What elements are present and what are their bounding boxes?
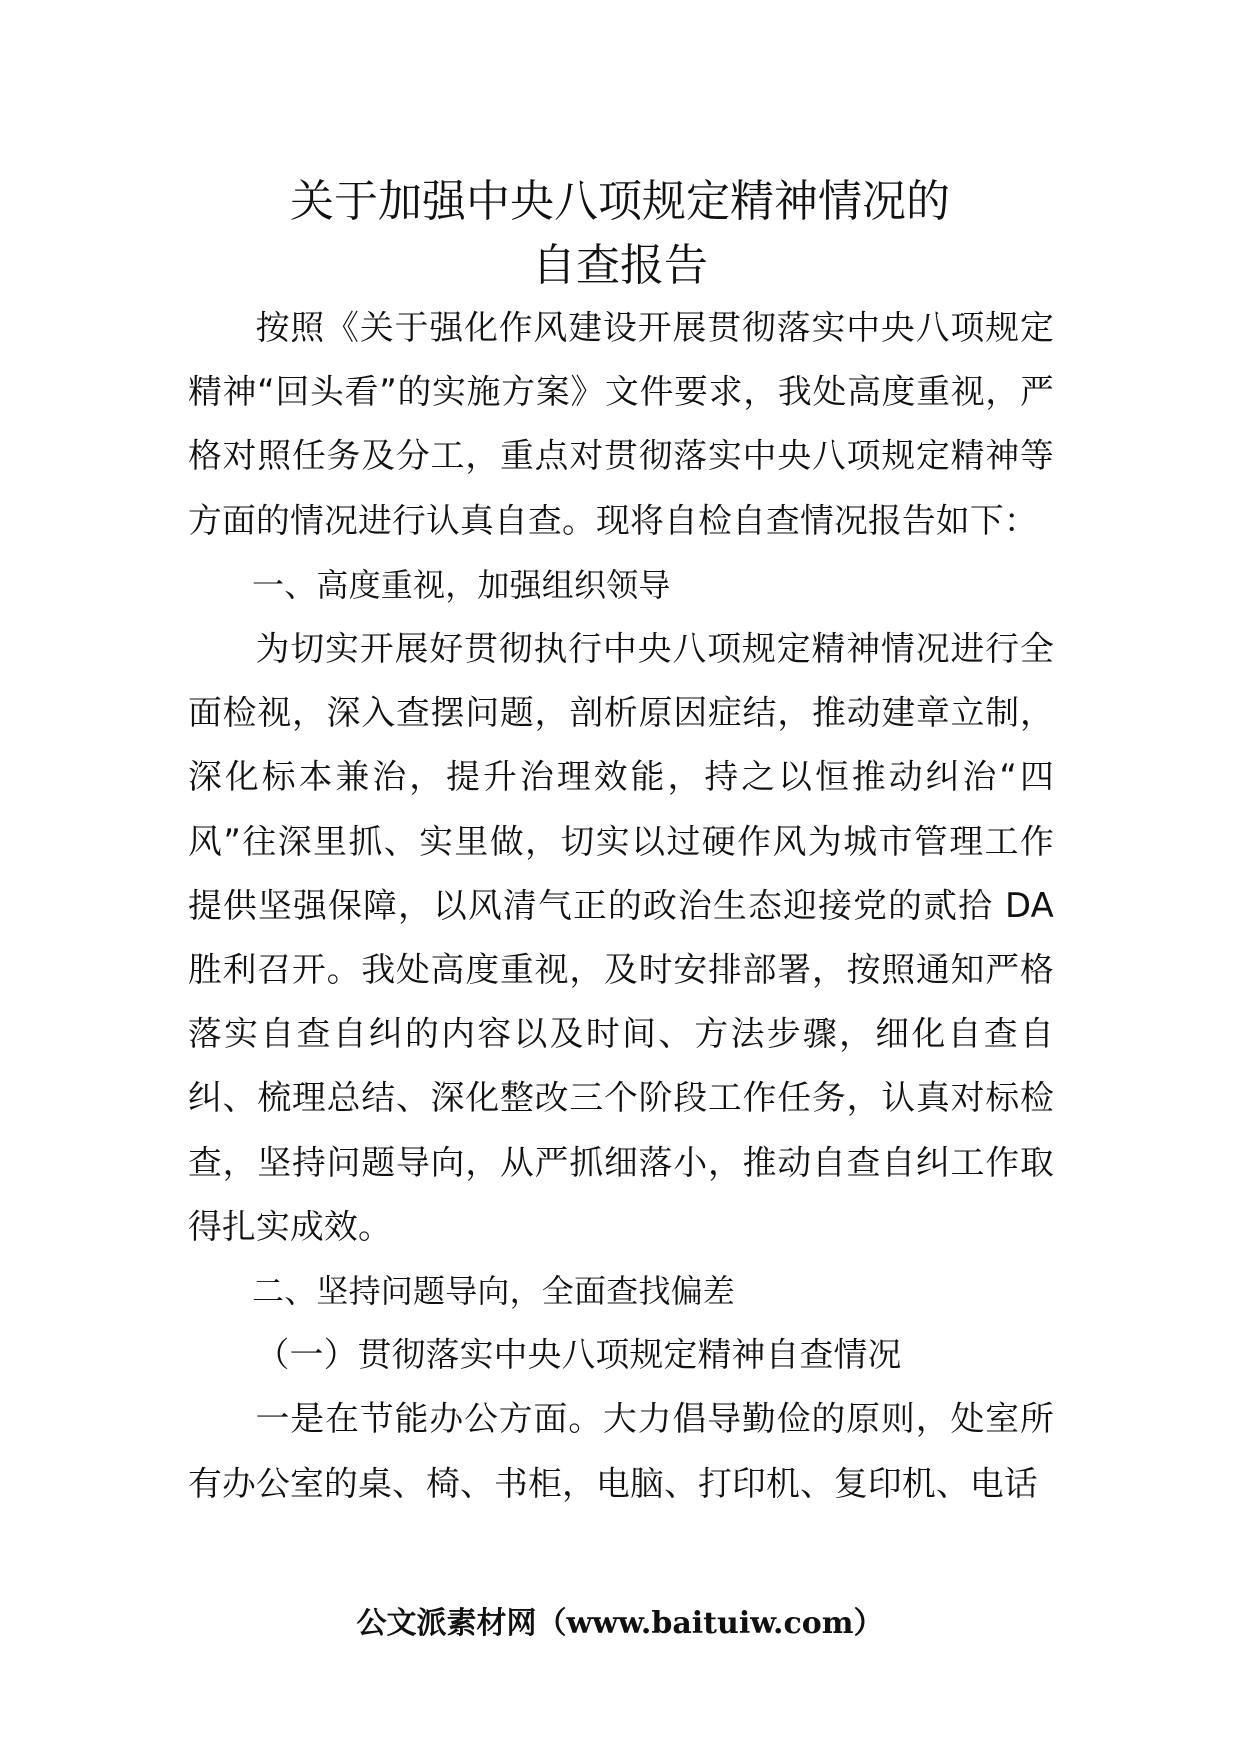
section-heading-2: 二、坚持问题导向，全面查找偏差 xyxy=(252,1272,736,1311)
section-1-paragraph: 为切实开展好贯彻执行中央八项规定精神情况进行全面检视，深入查摆问题，剖析原因症结，推动建章立制，深化标本兼治，提升治理效能，持之以恒推动纠治“四风”往深里抓、实里做，切实以过硬作风为城市管理工作提供坚强保障，以风清气正的政治生态迎接党的贰拾 DA 胜利召开。我处高度重视，及时安排部署，按照通知严格落实自查自纠的内容以及时间、方法步骤，细化自查自纠、梳理总结、深化整改三个阶段工作任务，认真对标检查，坚持问题导向，从严抓细落小，推动自查自纠工作取得扎实成效。 xyxy=(188,629,1054,1246)
subsection-heading-1: （一）贯彻落实中央八项规定精神自查情况 xyxy=(255,1335,902,1375)
document-title-line-2: 自查报告 xyxy=(532,240,708,291)
intro-paragraph: 按照《关于强化作风建设开展贯彻落实中央八项规定精神“回头看”的实施方案》文件要求，我处高度重视，严格对照任务及分工，重点对贯彻落实中央八项规定精神等方面的情况进行认真自查。现将自检自查情况报告如下： xyxy=(188,308,1054,540)
source-watermark-footer: 公文派素材网（www.baituiw.com） xyxy=(356,1606,884,1641)
energy-saving-paragraph: 一是在节能办公方面。大力倡导勤俭的原则，处室所有办公室的桌、椅、书柜，电脑、打印机、复印机、电话 xyxy=(188,1399,1054,1503)
section-heading-1: 一、高度重视，加强组织领导 xyxy=(252,565,671,604)
document-title-line-1: 关于加强中央八项规定精神情况的 xyxy=(290,176,950,227)
document-body xyxy=(188,296,1054,1516)
